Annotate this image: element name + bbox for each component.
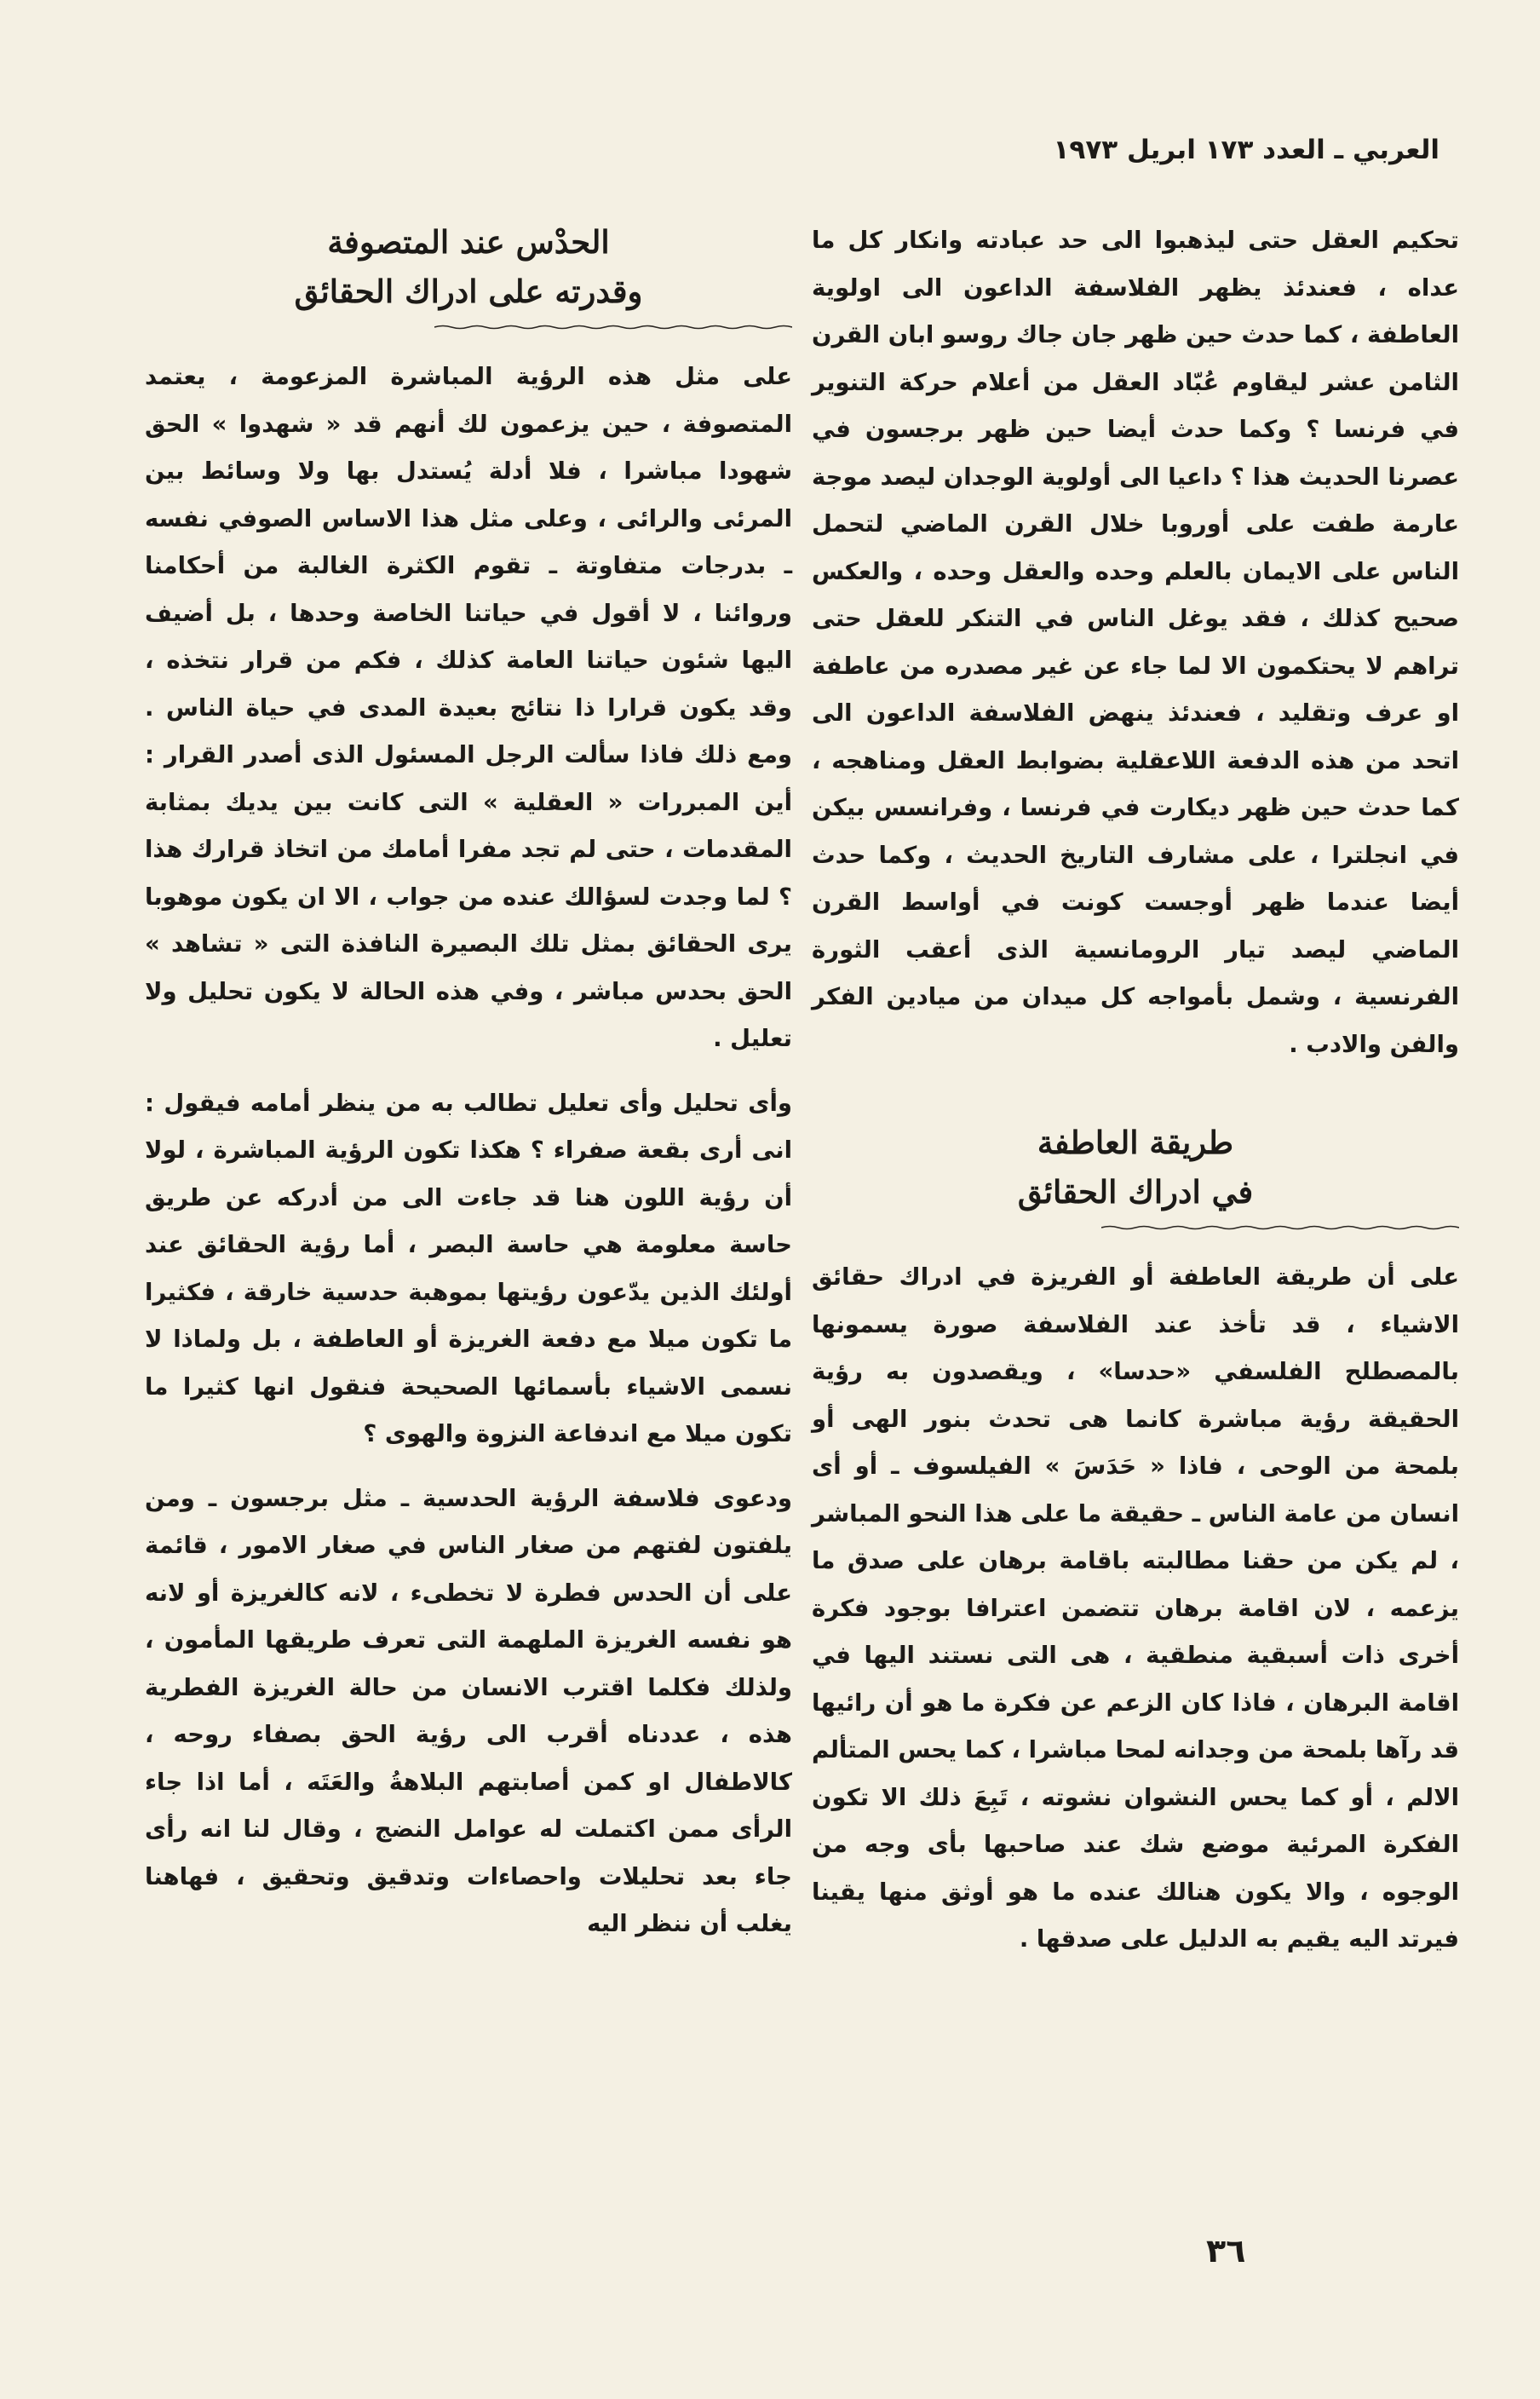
section-heading-line-1: طريقة العاطفة [1037, 1124, 1234, 1161]
section-heading-line-1: الحدْس عند المتصوفة [327, 223, 610, 261]
section-heading [145, 217, 792, 333]
section-heading [812, 1118, 1459, 1234]
section-heading-line-2: وقدرته على ادراك الحقائق [294, 273, 643, 310]
heading-underline [1101, 1225, 1459, 1230]
section-heading-line-2: في ادراك الحقائق [1017, 1173, 1254, 1211]
right-column [812, 217, 1459, 1981]
body-paragraph: ودعوى فلاسفة الرؤية الحدسية ـ مثل برجسون ـ ومن يلفتون لفتهم من صغار الناس في صغار الامور ، قائمة على أن الحدس فطرة لا تخطىء ، لانه كالغريزة أو لانه هو نفسه الغريزة الملهمة التى تعرف طريقها المأمون ، ولذلك فكلما اقترب الانسان من حالة الغريزة الفطرية هذه ، عددناه أقرب الى رؤية الحق بصفاء روحه ، كالاطفال او كمن أصابتهم البلاهةُ والعَتَه ، أما اذا جاء الرأى ممن اكتملت له عوامل النضج ، وقال لنا انه رأى جاء بعد تحليلات واحصاءات وتدقيق وتحقيق ، فهاهنا يغلب أن ننظر اليه [145, 1484, 792, 1937]
body-paragraph: على مثل هذه الرؤية المباشرة المزعومة ، يعتمد المتصوفة ، حين يزعمون لك أنهم قد « شهدوا » الحق شهودا مباشرا ، فلا أدلة يُستدل بها ولا وسائط بين المرئى والرائى ، وعلى مثل هذا الاساس الصوفي نفسه ـ بدرجات متفاوتة ـ تقوم الكثرة الغالبة من أحكامنا وروائنا ، لا أقول في حياتنا الخاصة وحدها ، بل أضيف اليها شئون حياتنا العامة كذلك ، فكم من قرار نتخذه ، وقد يكون قرارا ذا نتائج بعيدة المدى في حياة الناس . ومع ذلك فاذا سألت الرجل المسئول الذى أصدر القرار : أين المبررات « العقلية » التى كانت بين يديك بمثابة المقدمات ، حتى لم تجد مفرا أمامك من اتخاذ قرارك هذا ؟ لما وجدت لسؤالك عنده من جواب ، الا ان يكون موهوبا يرى الحقائق بمثل تلك البصيرة النافذة التى « تشاهد » الحق بحدس مباشر ، وفي هذه الحالة لا يكون تحليل ولا تعليل . [145, 363, 792, 1052]
running-header: العربي ـ العدد ١٧٣ ابريل ١٩٧٣ [1053, 135, 1439, 165]
left-column [145, 217, 792, 1965]
body-paragraph: وأى تحليل وأى تعليل تطالب به من ينظر أمامه فيقول : انى أرى بقعة صفراء ؟ هكذا تكون الرؤية المباشرة ، لولا أن رؤية اللون هنا قد جاءت الى من أدركه عن طريق حاسة معلومة هي حاسة البصر ، أما رؤية الحقائق عند أولئك الذين يدّعون رؤيتها بموهبة حدسية خارقة ، فكثيرا ما تكون ميلا مع دفعة الغريزة أو العاطفة ، بل ولماذا لا نسمى الاشياء بأسمائها الصحيحة فنقول انها كثيرا ما تكون ميلا مع اندفاعة النزوة والهوى ؟ [145, 1089, 792, 1447]
heading-underline [434, 325, 792, 330]
body-paragraph: تحكيم العقل حتى ليذهبوا الى حد عبادته وانكار كل ما عداه ، فعندئذ يظهر الفلاسفة الداعون الى اولوية العاطفة ، كما حدث حين ظهر جان جاك روسو ابان القرن الثامن عشر ليقاوم عُبّاد العقل من أعلام حركة التنوير في فرنسا ؟ وكما حدث أيضا حين ظهر برجسون في عصرنا الحديث هذا ؟ داعيا الى أولوية الوجدان ليصد موجة عارمة طفت على أوروبا خلال القرن الماضي لتحمل الناس على الايمان بالعلم وحده والعقل وحده ، والعكس صحيح كذلك ، فقد يوغل الناس في التنكر للعقل حتى تراهم لا يحتكمون الا لما جاء عن غير مصدره من عاطفة او عرف وتقليد ، فعندئذ ينهض الفلاسفة الداعون الى اتحد من هذه الدفعة اللاعقلية بضوابط العقل ومناهجه ، كما حدث حين ظهر ديكارت في فرنسا ، وفرانسس بيكن في انجلترا ، على مشارف التاريخ الحديث ، وكما حدث أيضا عندما ظهر أوجست كونت في أواسط القرن الماضي ليصد تيار الرومانسية الذى أعقب الثورة الفرنسية ، وشمل بأمواجه كل ميدان من ميادين الفكر والفن والادب . [812, 227, 1459, 1058]
page-number: ٣٦ [1206, 2232, 1246, 2270]
body-paragraph: على أن طريقة العاطفة أو الفريزة في ادراك حقائق الاشياء ، قد تأخذ عند الفلاسفة صورة يسمونها بالمصطلح الفلسفي «حدسا» ، ويقصدون به رؤية الحقيقة رؤية مباشرة كانما هى تحدث بنور الهى أو بلمحة من الوحى ، فاذا « حَدَسَ » الفيلسوف ـ أو أى انسان من عامة الناس ـ حقيقة ما على هذا النحو المباشر ، لم يكن من حقنا مطالبته باقامة برهان على صدق ما يزعمه ، لان اقامة برهان تتضمن اعترافا بوجود فكرة أخرى ذات أسبقية منطقية ، هى التى نستند اليها في اقامة البرهان ، فاذا كان الزعم عن فكرة ما هو أن رائيها قد رآها بلمحة من وجدانه لمحا مباشرا ، كما يحس المتألم الالم ، أو كما يحس النشوان نشوته ، تَبِعَ ذلك الا تكون الفكرة المرئية موضع شك عند صاحبها بأى وجه من الوجوه ، والا يكون هنالك عنده ما هو أوثق منها يقينا فيرتد اليه يقيم به الدليل على صدقها . [812, 1263, 1459, 1953]
